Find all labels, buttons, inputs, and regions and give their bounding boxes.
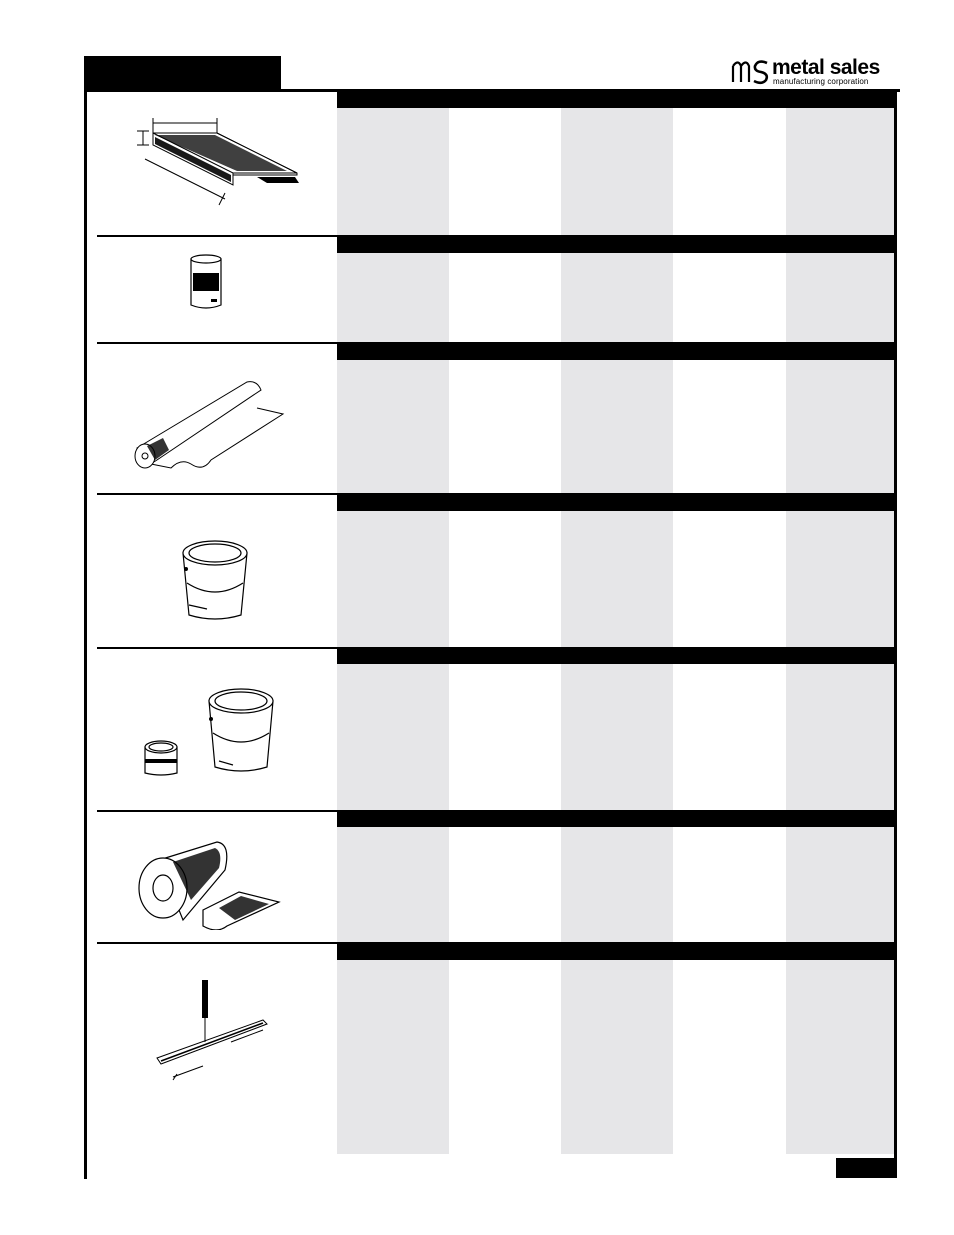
data-column bbox=[561, 360, 673, 493]
data-column bbox=[786, 664, 894, 810]
data-column bbox=[337, 253, 449, 342]
row-header-band bbox=[337, 944, 894, 960]
product-row bbox=[87, 942, 894, 1154]
paint-can-icon bbox=[107, 249, 327, 329]
data-column bbox=[337, 108, 449, 235]
header-tab bbox=[84, 56, 281, 90]
can-and-bucket-icon bbox=[107, 681, 327, 781]
product-row bbox=[87, 235, 894, 342]
data-column bbox=[337, 827, 449, 942]
data-column bbox=[337, 511, 449, 647]
data-column bbox=[786, 511, 894, 647]
product-row bbox=[87, 493, 894, 647]
data-column bbox=[561, 108, 673, 235]
data-column bbox=[786, 253, 894, 342]
data-column bbox=[786, 960, 894, 1154]
data-column bbox=[561, 664, 673, 810]
closure-strip-icon bbox=[107, 103, 327, 223]
brand-logo bbox=[730, 56, 900, 86]
right-rule bbox=[894, 89, 897, 1178]
data-column bbox=[337, 360, 449, 493]
brand-tagline: manufacturing corporation bbox=[773, 77, 869, 86]
data-column bbox=[337, 960, 449, 1154]
product-row bbox=[87, 647, 894, 810]
data-column bbox=[337, 664, 449, 810]
data-column bbox=[561, 960, 673, 1154]
data-column bbox=[786, 108, 894, 235]
product-row bbox=[87, 810, 894, 942]
product-row bbox=[87, 89, 894, 235]
vent-strip-icon bbox=[107, 972, 327, 1092]
row-header-band bbox=[337, 812, 894, 827]
ms-monogram-icon bbox=[730, 56, 772, 86]
data-column bbox=[561, 511, 673, 647]
data-column bbox=[786, 827, 894, 942]
row-header-band bbox=[337, 649, 894, 664]
tape-roll-icon bbox=[107, 830, 327, 930]
row-header-band bbox=[337, 344, 894, 360]
product-row bbox=[87, 342, 894, 493]
data-column bbox=[561, 253, 673, 342]
brand-name: metal sales bbox=[772, 56, 880, 79]
row-header-band bbox=[337, 91, 894, 108]
data-column bbox=[561, 827, 673, 942]
row-header-band bbox=[337, 237, 894, 253]
page-number-tab bbox=[836, 1158, 897, 1178]
bucket-icon bbox=[107, 533, 327, 623]
row-header-band bbox=[337, 495, 894, 511]
membrane-roll-icon bbox=[107, 368, 327, 478]
data-column bbox=[786, 360, 894, 493]
